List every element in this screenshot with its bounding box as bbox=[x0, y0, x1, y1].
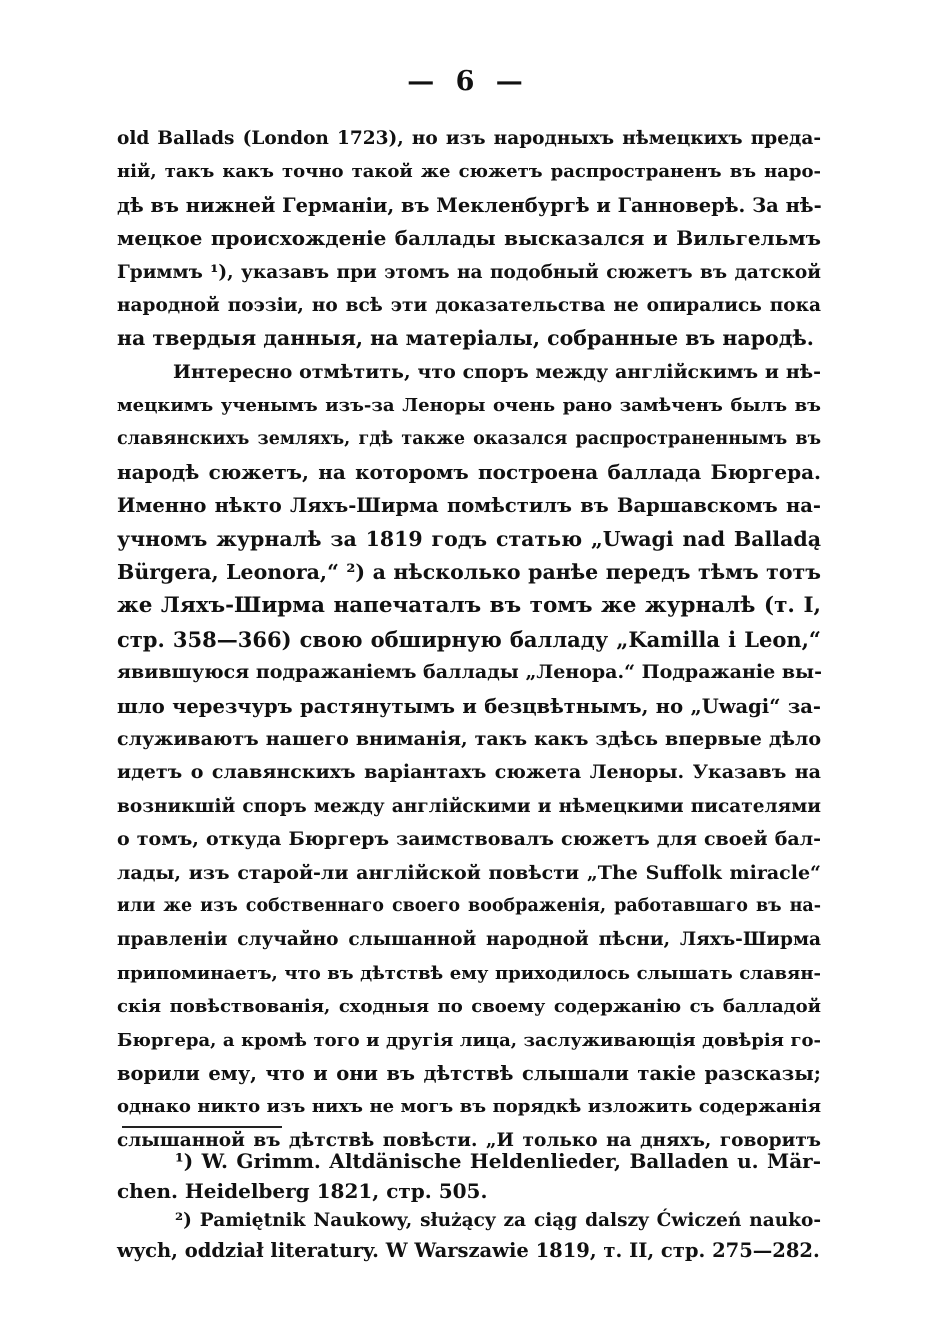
text-line: ній, такъ какъ точно такой же сюжетъ распространенъ въ наро- bbox=[117, 161, 821, 183]
text-line: на твердыя данныя, на матеріалы, собранные въ народѣ. bbox=[117, 326, 814, 351]
main-text bbox=[117, 122, 821, 1157]
footnote-divider bbox=[122, 1126, 282, 1128]
text-line: явившуюся подражаніемъ баллады „Ленора.“ Подражаніе вы- bbox=[117, 661, 822, 684]
text-line: Гриммъ ¹), указавъ при этомъ на подобный сюжетъ въ датской bbox=[117, 261, 821, 283]
text-line: однако никто изъ нихъ не могъ въ порядкѣ изложить содержанія bbox=[117, 1096, 821, 1118]
text-line: скія повѣствованія, сходныя по своему содержанію съ балладой bbox=[117, 996, 821, 1018]
text-line: слышанной въ дѣтствѣ повѣсти. „И только на дняхъ, говоритъ bbox=[117, 1129, 821, 1151]
text-line: Интересно отмѣтить, что споръ между англійскимъ и нѣ- bbox=[173, 360, 821, 383]
text-line: правленіи случайно слышанной народной пѣсни, Ляхъ-Ширма bbox=[117, 929, 821, 951]
text-line: лады, изъ старой-ли англійской повѣсти „The Suffolk miracle“ bbox=[117, 861, 821, 884]
text-line: народной поэзіи, но всѣ эти доказательства не опирались пока bbox=[117, 294, 821, 316]
text-line: припоминаетъ, что въ дѣтствѣ ему приходилось слышать славян- bbox=[117, 962, 821, 984]
text-line: дѣ въ нижней Германіи, въ Мекленбургѣ и Ганноверѣ. За нѣ- bbox=[117, 193, 822, 217]
text-line: стр. 358—366) свою обширную балладу „Kamilla i Leon,“ bbox=[117, 626, 821, 652]
footnote-line: wych, oddział literatury. W Warszawie 1819, т. II, стр. 275—282. bbox=[117, 1239, 820, 1262]
page-number: — 6 — bbox=[407, 66, 529, 97]
text-line: Бюргера, а кромѣ того и другія лица, заслуживающія довѣрія го- bbox=[117, 1029, 821, 1051]
text-line: ворили ему, что и они въ дѣтствѣ слышали такіе разсказы; bbox=[117, 1061, 821, 1085]
text-line: идетъ о славянскихъ варіантахъ сюжета Леноры. Указавъ на bbox=[117, 761, 821, 784]
text-line: Bürgera, Leonora,“ ²) а нѣсколько ранѣе передъ тѣмъ тотъ bbox=[117, 560, 821, 585]
footnote-line: ²) Pamiętnik Naukowy, służący za ciąg dalszy Ćwiczeń nauko- bbox=[175, 1210, 821, 1231]
footnote-line: chen. Heidelberg 1821, стр. 505. bbox=[117, 1179, 488, 1203]
text-line: же Ляхъ-Ширма напечаталъ въ томъ же журналѣ (т. I, bbox=[117, 593, 821, 619]
text-line: мецкимъ ученымъ изъ-за Леноры очень рано замѣченъ былъ въ bbox=[117, 395, 821, 417]
text-line: возникшій споръ между англійскими и нѣмецкими писателями bbox=[117, 795, 821, 817]
text-line: или же изъ собственнаго своего воображенія, работавшаго въ на- bbox=[117, 895, 821, 916]
text-line: народѣ сюжетъ, на которомъ построена баллада Бюргера. bbox=[117, 459, 821, 484]
text-line: мецкое происхожденіе баллады высказался и Вильгельмъ bbox=[117, 226, 821, 251]
text-line: учномъ журналѣ за 1819 годъ статью „Uwagi nad Balladą bbox=[117, 526, 821, 551]
text-line: о томъ, откуда Бюргеръ заимствовалъ сюжетъ для своей бал- bbox=[117, 828, 821, 851]
footnotes bbox=[117, 1146, 821, 1266]
text-line: служиваютъ нашего вниманія, такъ какъ здѣсь впервые дѣло bbox=[117, 728, 821, 751]
footnote-line: ¹) W. Grimm. Altdänische Heldenlieder, Balladen u. Mär- bbox=[175, 1149, 821, 1173]
text-line: Именно нѣкто Ляхъ-Ширма помѣстилъ въ Варшавскомъ на- bbox=[117, 494, 821, 518]
text-line: шло черезчуръ растянутымъ и безцвѣтнымъ, но „Uwagi“ за- bbox=[117, 694, 821, 718]
text-line: славянскихъ земляхъ, гдѣ также оказался распространеннымъ въ bbox=[117, 428, 821, 449]
text-line: old Ballads (London 1723), но изъ народныхъ нѣмецкихъ преда- bbox=[117, 128, 821, 149]
